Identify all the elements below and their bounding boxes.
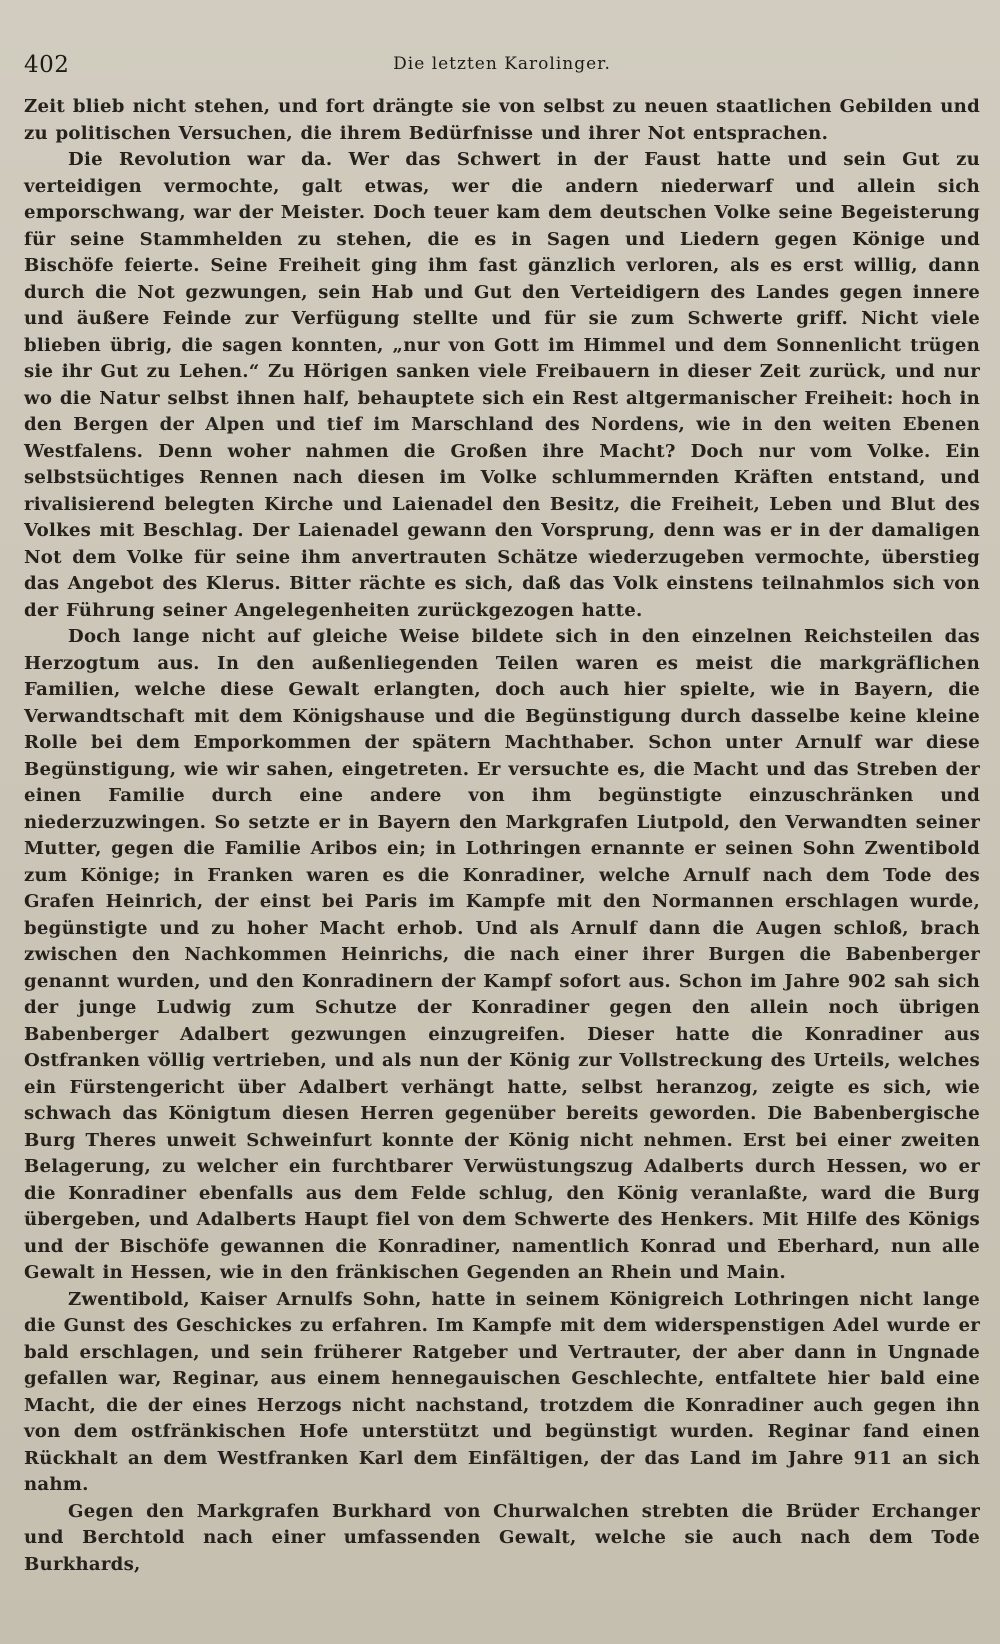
paragraph: Zwentibold, Kaiser Arnulfs Sohn, hatte in seinem Königreich Lothringen nicht lange die Gunst des Geschickes zu erfahren. Im Kampfe mit dem widerspenstigen Adel wurde er bald erschlagen, und sein früherer Ratgeber und Vertrauter, der aber dann in Ungnade gefallen war, Reginar, aus einem hennegauischen Geschlechte, entfaltete hier bald eine Macht, die der eines Herzogs nicht nachstand, trotzdem die Konradiner auch gegen ihn von dem ostfränkischen Hofe unterstützt und begünstigt wurden. Reginar fand einen Rückhalt an dem Westfranken Karl dem Einfältigen, der das Land im Jahre 911 an sich nahm.: [24, 1288, 980, 1495]
paragraph: Die Revolution war da. Wer das Schwert in der Faust hatte und sein Gut zu verteidigen vermochte, galt etwas, wer die andern niederwarf und allein sich emporschwang, war der Meister. Doch teuer kam dem deutschen Volke seine Begeisterung für seine Stammhelden zu stehen, die es in Sagen und Liedern gegen Könige und Bischöfe feierte. Seine Freiheit ging ihm fast gänzlich verloren, als es erst willig, dann durch die Not gezwungen, sein Hab und Gut den Verteidigern des Landes gegen innere und äußere Feinde zur Verfügung stellte und für sie zum Schwerte griff. Nicht viele blieben übrig, die sagen konnten, „nur von Gott im Himmel und dem Sonnenlicht trügen sie ihr Gut zu Lehen.“ Zu Hörigen sanken viele Freibauern in dieser Zeit zurück, und nur wo die Natur selbst ihnen half, behauptete sich ein Rest altgermanischer Freiheit: hoch in den Bergen der Alpen und tief im Marschland des Nordens, wie in den weiten Ebenen Westfalens. Denn woher nahmen die Großen ihre Macht? Doch nur vom Volke. Ein selbstsüchtiges Rennen nach diesen im Volke schlummernden Kräften entstand, und rivalisierend belegten Kirche und Laienadel den Besitz, die Freiheit, Leben und Blut des Volkes mit Beschlag. Der Laienadel gewann den Vorsprung, denn was er in der damaligen Not dem Volke für seine ihm anvertrauten Schätze wiederzugeben vermochte, überstieg das Angebot des Klerus. Bitter rächte es sich, daß das Volk einstens teilnahmlos sich von der Führung seiner Angelegenheiten zurückgezogen hatte.: [24, 149, 980, 621]
body-text: [24, 94, 980, 1578]
page-number: 402: [24, 52, 70, 78]
paragraph-continuation: Zeit blieb nicht stehen, und fort drängte sie von selbst zu neuen staatlichen Gebilden und zu politischen Versuchen, die ihrem Bedürfnisse und ihrer Not entsprachen.: [24, 96, 980, 144]
running-title: Die letzten Karolinger.: [393, 54, 611, 74]
running-head: [24, 44, 980, 84]
paragraph: Gegen den Markgrafen Burkhard von Churwalchen strebten die Brüder Erchanger und Berchtold nach einer umfassenden Gewalt, welche sie auch nach dem Tode Burkhards,: [24, 1500, 980, 1575]
paragraph: Doch lange nicht auf gleiche Weise bildete sich in den einzelnen Reichsteilen das Herzogtum aus. In den außenliegenden Teilen waren es meist die markgräflichen Familien, welche diese Gewalt erlangten, doch auch hier spielte, wie in Bayern, die Verwandtschaft mit dem Königshause und die Begünstigung durch dasselbe keine kleine Rolle bei dem Emporkommen der spätern Machthaber. Schon unter Arnulf war diese Begünstigung, wie wir sahen, eingetreten. Er versuchte es, die Macht und das Streben der einen Familie durch eine andere von ihm begünstigte einzuschränken und niederzuzwingen. So setzte er in Bayern den Markgrafen Liutpold, den Verwandten seiner Mutter, gegen die Familie Aribos ein; in Lothringen ernannte er seinen Sohn Zwentibold zum Könige; in Franken waren es die Konradiner, welche Arnulf nach dem Tode des Grafen Heinrich, der einst bei Paris im Kampfe mit den Normannen erschlagen wurde, begünstigte und zu hoher Macht erhob. Und als Arnulf dann die Augen schloß, brach zwischen den Nachkommen Heinrichs, die nach einer ihrer Burgen die Babenberger genannt wurden, und den Konradinern der Kampf sofort aus. Schon im Jahre 902 sah sich der junge Ludwig zum Schutze der Konradiner gegen den allein noch übrigen Babenberger Adalbert gezwungen einzugreifen. Dieser hatte die Konradiner aus Ostfranken völlig vertrieben, und als nun der König zur Vollstreckung des Urteils, welches ein Fürstengericht über Adalbert verhängt hatte, selbst heranzog, zeigte es sich, wie schwach das Königtum diesen Herren gegenüber bereits geworden. Die Babenbergische Burg Theres unweit Schweinfurt konnte der König nicht nehmen. Erst bei einer zweiten Belagerung, zu welcher ein furchtbarer Verwüstungszug Adalberts durch Hessen, wo er die Konradiner ebenfalls aus dem Felde schlug, den König veranlaßte, ward die Burg übergeben, und Adalberts Haupt fiel von dem Schwerte des Henkers. Mit Hilfe des Königs und der Bischöfe gewannen die Konradiner, namentlich Konrad und Eberhard, nun alle Gewalt in Hessen, wie in den fränkischen Gegenden an Rhein und Main.: [24, 626, 980, 1283]
